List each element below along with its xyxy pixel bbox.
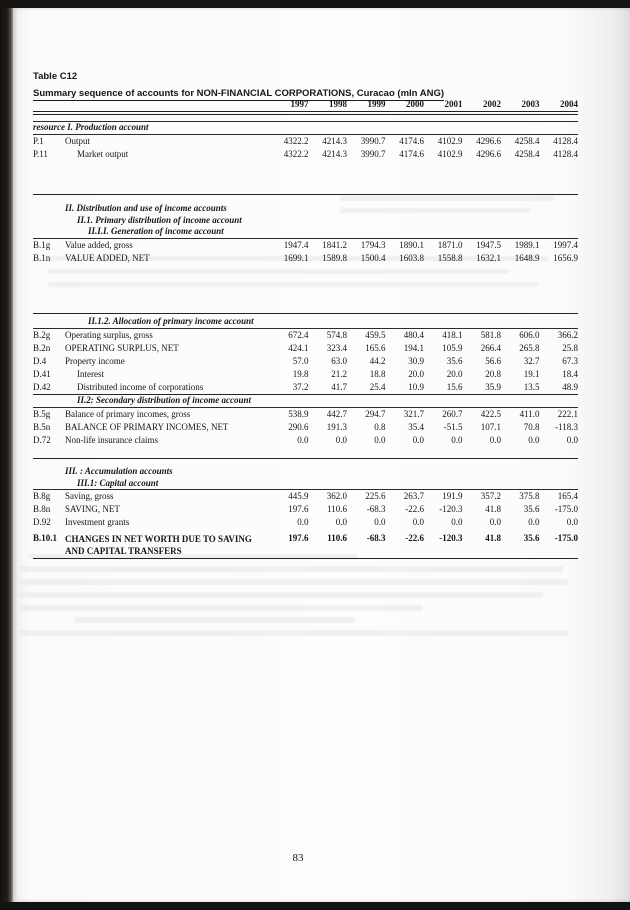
row-value: 0.0	[489, 517, 501, 528]
row-value: 25.4	[369, 381, 386, 392]
year-column-header: 1997	[290, 99, 309, 109]
row-value: 18.4	[562, 368, 578, 379]
row-value: 4128.4	[553, 135, 578, 146]
row-value: 0.0	[412, 517, 424, 528]
row-value: 538.9	[288, 408, 309, 419]
row-label: Interest	[77, 368, 104, 379]
document-page	[12, 8, 630, 902]
row-value: 4102.9	[437, 135, 463, 146]
row-value: 1699.1	[283, 252, 309, 263]
row-value: 0.8	[374, 421, 386, 432]
year-column-header: 1998	[329, 99, 347, 109]
row-label: Output	[65, 135, 91, 146]
table-title: Summary sequence of accounts for NON-FINANCIAL CORPORATIONS, Curacao (mln ANG)	[33, 88, 445, 99]
row-code: B.2n	[33, 342, 51, 353]
bleedthrough-stripe	[18, 566, 563, 572]
row-value: 4296.6	[476, 148, 501, 159]
row-value: 459.5	[365, 329, 386, 340]
row-value: 25.8	[562, 342, 578, 353]
row-value: -22.6	[405, 533, 424, 544]
section-heading: II.2: Secondary distribution of income account	[77, 395, 252, 406]
row-value: 366.2	[557, 329, 578, 340]
row-value: 165.4	[557, 491, 578, 502]
table-row	[33, 368, 578, 381]
row-value: 424.1	[288, 342, 309, 353]
row-value: 422.5	[480, 408, 501, 419]
row-value: 445.9	[288, 491, 309, 502]
row-value: 1656.9	[553, 252, 578, 263]
table-row	[33, 516, 578, 529]
year-column-header: 2003	[521, 99, 540, 109]
row-label: BALANCE OF PRIMARY INCOMES, NET	[65, 421, 229, 432]
table-row	[33, 148, 578, 161]
row-value: 1632.1	[476, 252, 501, 263]
page-number: 83	[292, 852, 304, 864]
row-code: P.1	[33, 135, 44, 146]
row-value: 260.7	[442, 408, 463, 419]
year-spacer	[33, 98, 270, 110]
table-row	[33, 329, 578, 342]
row-value: 574.8	[326, 329, 347, 340]
row-value: 21.2	[331, 368, 347, 379]
row-value: 4174.6	[399, 135, 424, 146]
table-row	[33, 408, 578, 421]
row-value: 1947.5	[476, 239, 501, 250]
row-value: 0.0	[374, 434, 386, 445]
table-row	[33, 135, 578, 148]
account-section	[33, 121, 578, 195]
bleedthrough-stripe	[18, 592, 543, 598]
row-value: 1997.4	[553, 239, 578, 250]
row-code: D.42	[33, 381, 51, 392]
table-row	[33, 252, 578, 265]
row-value: 57.0	[292, 355, 309, 366]
section-heading: II.1.2. Allocation of primary income account	[88, 316, 254, 327]
row-value: 0.0	[335, 434, 347, 445]
row-value: 222.1	[557, 408, 578, 419]
row-value: 323.4	[326, 342, 347, 353]
header-double-rule	[33, 111, 578, 115]
row-value: 1947.4	[283, 239, 309, 250]
row-value: 4322.2	[283, 148, 309, 159]
row-value: -22.6	[405, 504, 424, 515]
bleedthrough-stripe	[18, 605, 423, 611]
row-value: 3990.7	[360, 148, 386, 159]
row-value: 442.7	[326, 408, 347, 419]
account-section	[33, 466, 578, 529]
row-value: 1890.1	[399, 239, 424, 250]
bleedthrough-stripe	[75, 617, 355, 623]
section-rule	[33, 558, 578, 560]
section-heading: resource I. Production account	[33, 122, 149, 132]
table-label: Table C12	[33, 71, 78, 82]
row-label: Investment grants	[65, 517, 130, 528]
row-value: 0.0	[566, 434, 578, 445]
row-value: 44.2	[369, 355, 386, 366]
row-value: 1603.8	[399, 252, 424, 263]
row-label: VALUE ADDED, NET	[65, 252, 150, 263]
row-value: 4102.9	[437, 148, 463, 159]
row-value: 18.8	[369, 368, 386, 379]
row-value: 48.9	[562, 381, 578, 392]
row-value: 10.9	[408, 381, 424, 392]
row-value: 165.6	[365, 342, 386, 353]
row-value: 41.8	[485, 533, 501, 544]
row-code: B.8n	[33, 504, 51, 515]
row-value: 15.6	[446, 381, 463, 392]
row-value: 0.0	[297, 517, 309, 528]
row-value: -118.3	[555, 421, 578, 432]
row-value: -68.3	[366, 504, 386, 515]
row-value: 266.4	[480, 342, 501, 353]
row-value: 0.0	[374, 517, 386, 528]
row-value: 672.4	[288, 329, 309, 340]
row-value: -120.3	[439, 533, 463, 544]
row-value: 4322.2	[283, 135, 309, 146]
section-rule	[33, 458, 578, 460]
row-value: 19.8	[292, 368, 309, 379]
row-value: 56.6	[485, 355, 501, 366]
row-value: 0.0	[412, 434, 424, 445]
row-value: 294.7	[365, 408, 386, 419]
row-value: 0.0	[451, 434, 463, 445]
row-value: 35.9	[485, 381, 501, 392]
row-label: Property income	[65, 355, 125, 366]
row-value: 0.0	[489, 434, 501, 445]
row-value: 35.6	[446, 355, 463, 366]
table-row	[33, 532, 578, 558]
section-heading: II. Distribution and use of income accounts	[65, 203, 227, 214]
row-value: 30.9	[408, 355, 424, 366]
row-label: Distributed income of corporations	[77, 381, 204, 392]
row-value: 4174.6	[399, 148, 424, 159]
row-value: -120.3	[439, 504, 463, 515]
row-value: -175.0	[554, 533, 578, 544]
row-value: 0.0	[566, 517, 578, 528]
row-value: 67.3	[562, 355, 578, 366]
bleedthrough-stripe	[18, 579, 568, 585]
year-column-header: 1999	[367, 99, 386, 109]
section-heading: II.I.I. Generation of income account	[88, 226, 224, 237]
year-column-header: 2002	[483, 99, 501, 109]
year-column-header: 2001	[444, 99, 463, 109]
row-value: 41.8	[485, 504, 501, 515]
row-code: D.92	[33, 517, 51, 528]
row-value: 375.8	[519, 491, 540, 502]
section-rule	[33, 313, 578, 315]
row-value: 20.0	[408, 368, 424, 379]
row-label: Saving, gross	[65, 491, 114, 502]
table-row	[33, 421, 578, 434]
table-row	[33, 355, 578, 368]
row-value: 1841.2	[322, 239, 347, 250]
row-label: Value added, gross	[65, 239, 133, 250]
row-value: -51.5	[443, 421, 463, 432]
table-row	[33, 434, 578, 447]
row-label: CHANGES IN NET WORTH DUE TO SAVING AND CAPITAL TRANSFERS	[65, 533, 252, 557]
row-value: 4258.4	[514, 148, 540, 159]
row-code: B.5n	[33, 421, 51, 432]
row-label: Market output	[77, 148, 129, 159]
section-gap	[33, 447, 578, 458]
year-column-header: 2004	[560, 99, 578, 109]
row-value: 1989.1	[514, 239, 540, 250]
row-value: 4214.3	[322, 135, 347, 146]
row-value: 1871.0	[437, 239, 463, 250]
table-row	[33, 239, 578, 252]
row-value: 105.9	[442, 342, 463, 353]
row-value: 321.7	[403, 408, 424, 419]
row-value: 63.0	[331, 355, 347, 366]
section-heading: III. : Accumulation accounts	[65, 466, 173, 477]
row-value: 41.7	[331, 381, 347, 392]
row-value: 0.0	[335, 517, 347, 528]
row-code: D.72	[33, 434, 51, 445]
section-heading: II.1. Primary distribution of income account	[77, 214, 242, 225]
row-value: 581.8	[480, 329, 501, 340]
row-value: 35.6	[523, 533, 540, 544]
table-row	[33, 381, 578, 394]
book-binding-edge	[0, 0, 13, 910]
row-value: 263.7	[403, 491, 424, 502]
row-value: 35.4	[408, 421, 424, 432]
row-value: 357.2	[480, 491, 501, 502]
row-value: 197.6	[288, 533, 309, 544]
row-value: 418.1	[442, 329, 463, 340]
row-value: 1648.9	[514, 252, 540, 263]
row-value: 1794.3	[360, 239, 386, 250]
row-value: 0.0	[451, 517, 463, 528]
row-label: Balance of primary incomes, gross	[65, 408, 191, 419]
row-value: -175.0	[554, 504, 578, 515]
row-value: 37.2	[292, 381, 309, 392]
scan-edge-top	[0, 0, 630, 8]
row-value: 411.0	[519, 408, 540, 419]
row-value: 4258.4	[514, 135, 540, 146]
row-value: 480.4	[403, 329, 424, 340]
account-sections	[33, 121, 578, 559]
account-section	[33, 203, 578, 314]
row-label: OPERATING SURPLUS, NET	[65, 342, 179, 353]
year-column-header: 2000	[406, 99, 424, 109]
row-code: B.1n	[33, 252, 51, 263]
row-value: 0.0	[528, 434, 540, 445]
row-value: 19.1	[523, 368, 540, 379]
table-content	[33, 8, 578, 559]
row-value: 191.9	[442, 491, 463, 502]
row-label: Operating surplus, gross	[65, 329, 153, 340]
row-value: 35.6	[523, 504, 540, 515]
row-code: B.5g	[33, 408, 51, 419]
row-label: SAVING, NET	[65, 504, 120, 515]
row-code: D.4	[33, 355, 47, 366]
row-value: 107.1	[480, 421, 501, 432]
row-value: 4296.6	[476, 135, 501, 146]
row-label: Non-life insurance claims	[65, 434, 158, 445]
row-value: 13.5	[523, 381, 540, 392]
row-value: -68.3	[366, 533, 386, 544]
row-code: B.2g	[33, 329, 51, 340]
row-value: 4128.4	[553, 148, 578, 159]
row-code: B.1g	[33, 239, 51, 250]
row-value: 290.6	[288, 421, 309, 432]
row-value: 0.0	[297, 434, 309, 445]
row-code: B.8g	[33, 491, 51, 502]
table-row	[33, 490, 578, 503]
row-value: 70.8	[523, 421, 540, 432]
bleedthrough-stripe	[18, 630, 568, 636]
section-gap	[33, 161, 578, 194]
row-value: 225.6	[365, 491, 386, 502]
row-value: 362.0	[326, 491, 347, 502]
row-value: 194.1	[403, 342, 424, 353]
row-value: 3990.7	[360, 135, 386, 146]
row-value: 4214.3	[322, 148, 347, 159]
scan-edge-bottom	[0, 902, 630, 910]
table-row	[33, 342, 578, 355]
account-section	[33, 395, 578, 459]
year-header-row	[33, 98, 578, 110]
section-gap	[33, 265, 578, 313]
row-value: 191.3	[326, 421, 347, 432]
table-row	[33, 503, 578, 516]
row-value: 1589.8	[322, 252, 347, 263]
row-value: 32.7	[523, 355, 540, 366]
section-rule	[33, 194, 578, 196]
row-code: D.41	[33, 368, 51, 379]
row-code: B.10.1	[33, 533, 58, 544]
row-value: 110.6	[327, 504, 347, 515]
row-value: 110.6	[327, 533, 347, 544]
row-value: 265.8	[519, 342, 540, 353]
row-value: 606.0	[519, 329, 540, 340]
row-value: 197.6	[288, 504, 309, 515]
row-value: 20.8	[485, 368, 501, 379]
table-title-row	[33, 83, 578, 97]
section-heading: III.1: Capital account	[77, 477, 159, 488]
row-code: P.11	[33, 148, 48, 159]
row-value: 0.0	[528, 517, 540, 528]
row-value: 20.0	[446, 368, 463, 379]
row-value: 1558.8	[437, 252, 463, 263]
account-section	[33, 316, 578, 395]
row-value: 1500.4	[360, 252, 386, 263]
account-section	[33, 532, 578, 559]
